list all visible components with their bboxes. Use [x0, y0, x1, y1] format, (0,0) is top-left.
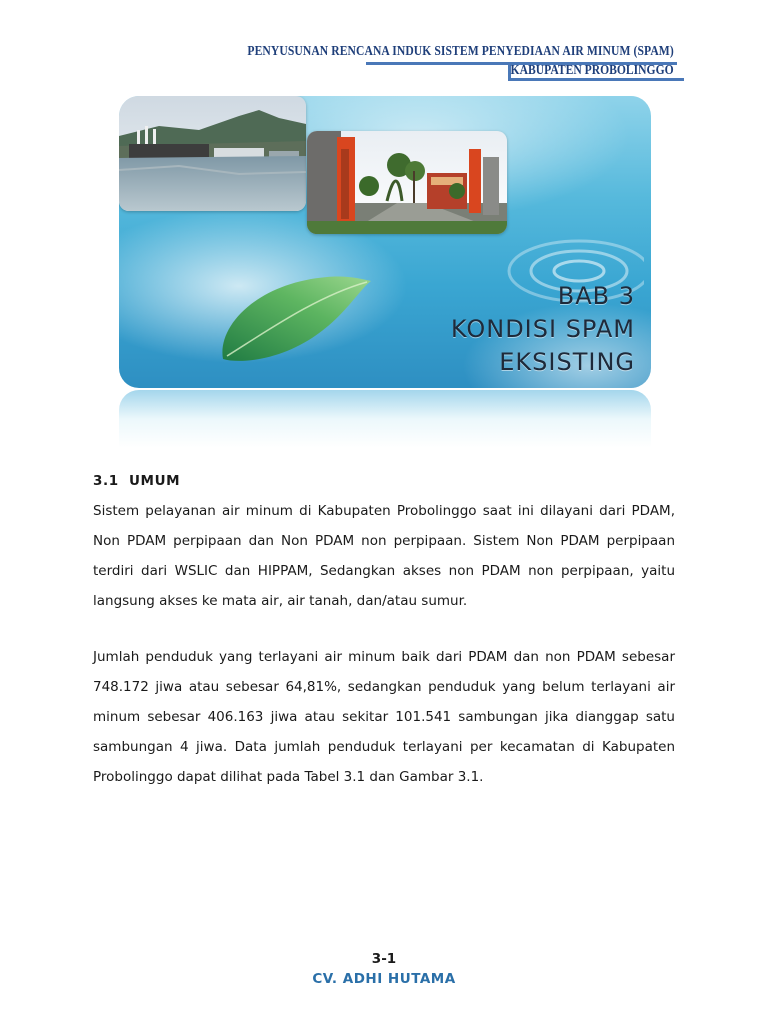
section-number: 3.1: [93, 473, 119, 489]
chapter-title-line-1: KONDISI SPAM: [450, 315, 635, 343]
section-heading: [93, 473, 180, 489]
chapter-number: BAB 3: [557, 282, 635, 310]
chapter-title: [451, 280, 635, 379]
header-document-title: PENYUSUNAN RENCANA INDUK SISTEM PENYEDIAAN AIR MINUM (SPAM): [247, 43, 674, 58]
chapter-title-line-2: EKSISTING: [499, 348, 635, 376]
page-number: 3-1: [371, 951, 397, 967]
section-title: UMUM: [129, 473, 181, 489]
chapter-banner: [119, 96, 651, 388]
banner-reflection: [119, 390, 651, 448]
header-rule-lower: [508, 78, 684, 81]
paragraph: Jumlah penduduk yang terlayani air minum baik dari PDAM dan non PDAM sebesar 748.172 jiwa atau sebesar 64,81%, sedangkan penduduk yang belum terlayani air minum sebesar 406.163 jiwa atau sekitar 101.541 sambungan jika dianggap satu sambungan 4 jiwa. Data jumlah penduduk terlayani per kecamatan di Kabupaten Probolinggo dapat dilihat pada Tabel 3.1 dan Gambar 3.1.: [93, 649, 675, 785]
power-plant-photo: [119, 96, 306, 211]
town-gate-photo: [307, 131, 507, 234]
leaf-image: [217, 271, 373, 363]
header-region: KABUPATEN PROBOLINGGO: [510, 62, 674, 77]
paragraph: Sistem pelayanan air minum di Kabupaten Probolinggo saat ini dilayani dari PDAM, Non PDAM perpipaan dan Non PDAM non perpipaan. Sistem Non PDAM perpipaan terdiri dari WSLIC dan HIPPAM, Sedangkan akses non PDAM non perpipaan, yaitu langsung akses ke mata air, air tanah, dan/atau sumur.: [93, 503, 675, 609]
footer-company: CV. ADHI HUTAMA: [312, 971, 456, 987]
